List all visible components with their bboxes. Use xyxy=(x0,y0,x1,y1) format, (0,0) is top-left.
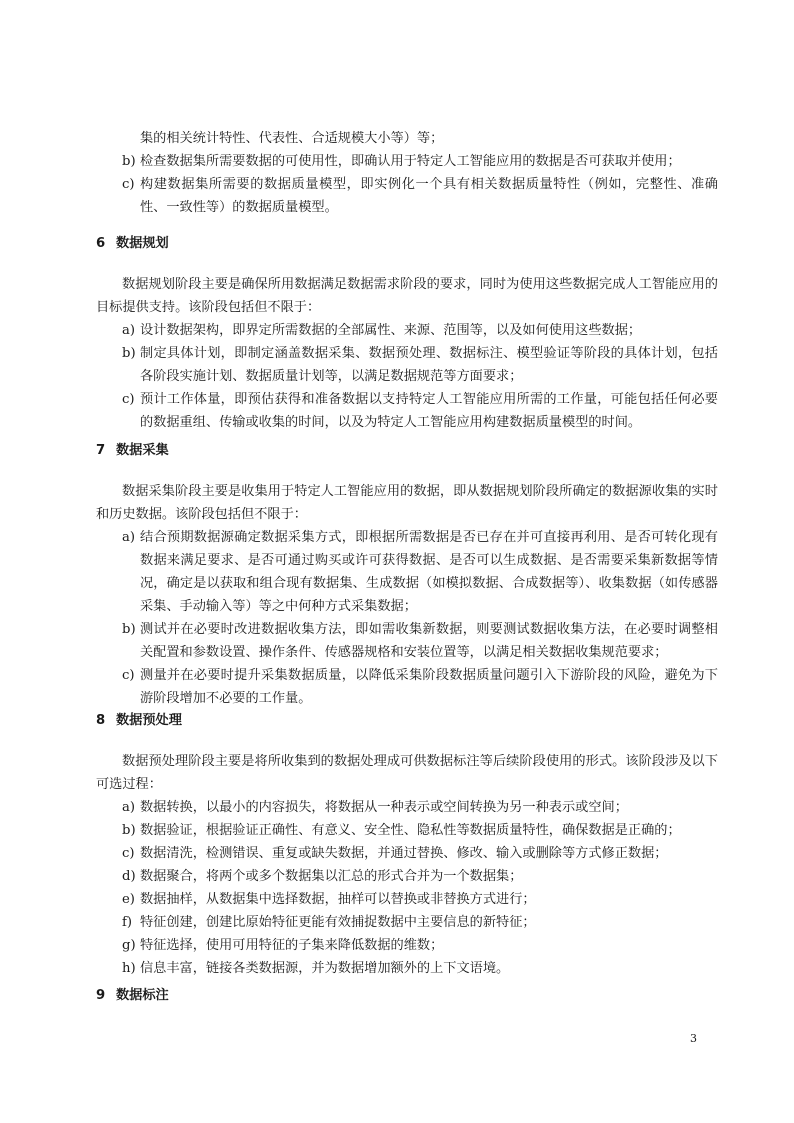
list-item xyxy=(96,819,718,842)
list-item-text: 设计数据架构，即界定所需数据的全部属性、来源、范围等，以及如何使用这些数据； xyxy=(140,323,642,338)
list-item-text: 数据验证，根据验证正确性、有意义、安全性、隐私性等数据质量特性，确保数据是正确的； xyxy=(140,823,681,838)
list-item xyxy=(96,957,718,980)
list-item xyxy=(96,664,718,710)
list-item-text: 制定具体计划，即制定涵盖数据采集、数据预处理、数据标注、模型验证等阶段的具体计划，包括各阶段实施计划、数据质量计划等，以满足数据规范等方面要求； xyxy=(140,346,718,384)
list-item-text: 数据抽样，从数据集中选择数据，抽样可以替换或非替换方式进行； xyxy=(140,892,536,907)
section-title: 数据采集 xyxy=(116,443,169,458)
section-heading-9 xyxy=(96,986,169,1006)
section-number: 8 xyxy=(96,713,106,728)
list-marker: c) xyxy=(122,668,135,683)
list-item-text: 测试并在必要时改进数据收集方法，即如需收集新数据，则要测试数据收集方法，在必要时调整相关配置和参数设置、操作条件、传感器规格和安装位置等，以满足相关数据收集规范要求； xyxy=(140,622,718,660)
section-title: 数据预处理 xyxy=(116,713,182,728)
list-marker: b) xyxy=(122,622,136,637)
top-list xyxy=(96,127,718,219)
list-item xyxy=(96,934,718,957)
page-number: 3 xyxy=(690,1032,697,1045)
list-marker: f) xyxy=(122,915,133,930)
list-item-text: 特征选择，使用可用特征的子集来降低数据的维数； xyxy=(140,938,444,953)
list-marker: c) xyxy=(122,846,135,861)
list-marker: c) xyxy=(122,177,135,192)
list-marker: a) xyxy=(122,323,136,338)
list-marker: b) xyxy=(122,154,136,169)
list-item-continuation: 集的相关统计特性、代表性、合适规模大小等）等； xyxy=(140,131,444,146)
list-marker: a) xyxy=(122,530,136,545)
list-item xyxy=(96,388,718,434)
list-item xyxy=(96,526,718,618)
list-item-text: 检查数据集所需要数据的可使用性，即确认用于特定人工智能应用的数据是否可获取并使用； xyxy=(140,154,681,169)
list-item xyxy=(96,796,718,819)
section-title: 数据规划 xyxy=(116,236,169,251)
section-number: 7 xyxy=(96,443,106,458)
list-item-text: 数据聚合，将两个或多个数据集以汇总的形式合并为一个数据集； xyxy=(140,869,523,884)
section-heading-7 xyxy=(96,441,169,461)
list-item xyxy=(96,319,718,342)
list-marker: a) xyxy=(122,800,136,815)
list-marker: d) xyxy=(122,869,136,884)
section-7-intro: 数据采集阶段主要是收集用于特定人工智能应用的数据，即从数据规划阶段所确定的数据源收集的实时和历史数据。该阶段包括但不限于： xyxy=(96,484,718,522)
section-heading-6 xyxy=(96,234,169,254)
list-marker: e) xyxy=(122,892,135,907)
list-marker: b) xyxy=(122,823,136,838)
list-item xyxy=(96,911,718,934)
list-item-text: 预计工作体量，即预估获得和准备数据以支持特定人工智能应用所需的工作量，可能包括任何必要的数据重组、传输或收集的时间，以及为特定人工智能应用构建数据质量模型的时间。 xyxy=(140,392,718,430)
list-item-text: 数据清洗，检测错误、重复或缺失数据，并通过替换、修改、输入或删除等方式修正数据； xyxy=(140,846,668,861)
list-item xyxy=(96,173,718,219)
list-item-text: 结合预期数据源确定数据采集方式，即根据所需数据是否已存在并可直接再利用、是否可转化现有数据来满足要求、是否可通过购买或许可获得数据、是否可以生成数据、是否需要采集新数据等情况，确定是以获取和组合现有数据集、生成数据（如模拟数据、合成数据等）、收集数据（如传感器采集、手动输入等）等之中何种方式采集数据； xyxy=(140,530,718,614)
section-8-list xyxy=(96,796,718,980)
section-title: 数据标注 xyxy=(116,988,169,1003)
list-item xyxy=(96,618,718,664)
list-marker: h) xyxy=(122,961,136,976)
list-item-text: 测量并在必要时提升采集数据质量，以降低采集阶段数据质量问题引入下游阶段的风险，避免为下游阶段增加不必要的工作量。 xyxy=(140,668,718,706)
list-item xyxy=(96,842,718,865)
list-item xyxy=(96,865,718,888)
section-6-list xyxy=(96,319,718,434)
list-item xyxy=(96,342,718,388)
list-item-text: 数据转换，以最小的内容损失，将数据从一种表示或空间转换为另一种表示或空间； xyxy=(140,800,628,815)
section-number: 9 xyxy=(96,988,106,1003)
section-8-intro: 数据预处理阶段主要是将所收集到的数据处理成可供数据标注等后续阶段使用的形式。该阶段涉及以下可选过程： xyxy=(96,754,718,792)
section-6-intro: 数据规划阶段主要是确保所用数据满足数据需求阶段的要求，同时为使用这些数据完成人工智能应用的目标提供支持。该阶段包括但不限于： xyxy=(96,277,718,315)
list-marker: b) xyxy=(122,346,136,361)
list-item xyxy=(96,150,718,173)
list-item-text: 特征创建，创建比原始特征更能有效捕捉数据中主要信息的新特征； xyxy=(140,915,536,930)
list-marker: c) xyxy=(122,392,135,407)
section-7-list xyxy=(96,526,718,710)
list-item-text: 构建数据集所需要的数据质量模型，即实例化一个具有相关数据质量特性（例如，完整性、准确性、一致性等）的数据质量模型。 xyxy=(140,177,718,215)
list-item xyxy=(96,888,718,911)
section-heading-8 xyxy=(96,711,182,731)
section-number: 6 xyxy=(96,236,106,251)
list-marker: g) xyxy=(122,938,136,953)
list-item-text: 信息丰富，链接各类数据源，并为数据增加额外的上下文语境。 xyxy=(140,961,510,976)
